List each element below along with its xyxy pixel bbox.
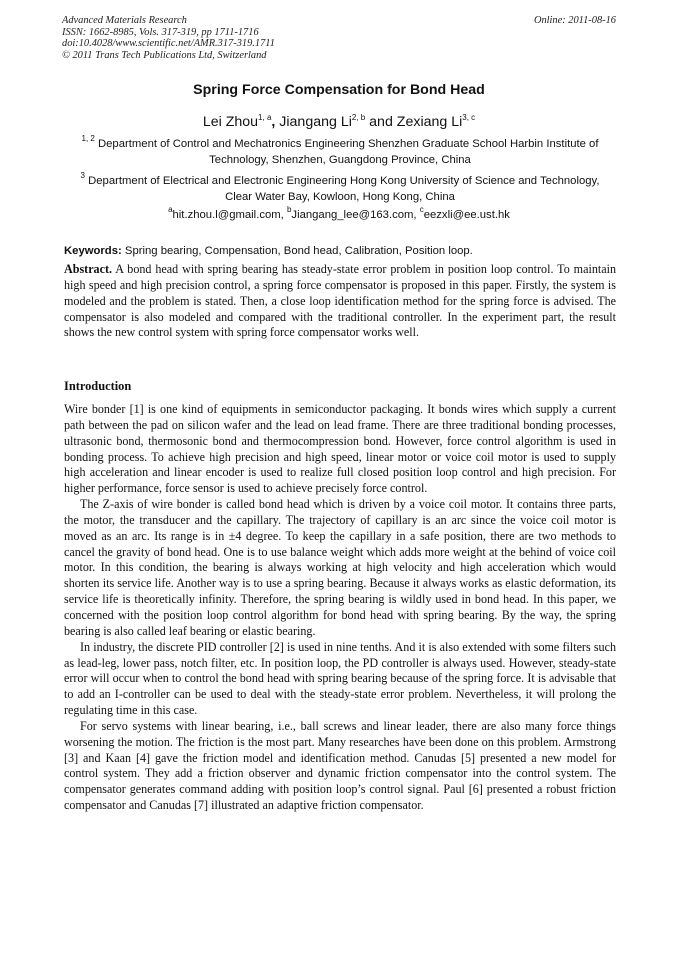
affiliation-text: Department of Control and Mechatronics Engineering Shenzhen Graduate School Harbin Institute of Technology, Shenzhen, Guangdong Province, China <box>97 138 599 166</box>
affiliation-superscript: 3 <box>80 171 85 180</box>
email-line <box>0 205 678 221</box>
abstract-label: Abstract. <box>64 262 113 276</box>
keywords <box>64 245 616 257</box>
abstract <box>64 262 616 341</box>
author-line <box>0 114 678 130</box>
paragraph: Wire bonder [1] is one kind of equipments in semiconductor packaging. It bonds wires which supply a current path between the pad on silicon wafer and the lead on lead frame. There are three traditional bonding processes, ultrasonic bond, thermosonic bond and thermocompression bond. However, force control algorithm is used in bonding process. To achieve high precision and high speed, linear motor or voice coil motor is used to supply high acceleration and linear encoder is used to realize full closed position loop control and high precision. For higher performance, force sensor is used to achieve precisely force control. <box>64 402 616 496</box>
journal-header <box>62 15 618 61</box>
author-superscript: 2, b <box>351 113 366 122</box>
section-body <box>64 402 616 814</box>
affiliation-text: Department of Electrical and Electronic Engineering Hong Kong University of Science and Technology, Clear Water Bay, Kowloon, Hong Kong, China <box>88 175 600 203</box>
email-superscript: a <box>168 205 173 214</box>
affiliation <box>66 134 614 168</box>
abstract-text: A bond head with spring bearing has steady-state error problem in position loop control. To maintain high speed and high precision control, a spring force compensator is proposed in this paper. Firstly, the system is modeled and the problem is stated. Then, a close loop identification method for the spring force is advised. The compensator is also modeled and compared with the traditional controller. In the experiment part, the result shows the new control system with spring force compensator works well. <box>64 262 617 340</box>
online-date: Online: 2011-08-16 <box>533 15 616 26</box>
email-link[interactable]: eezxli@ee.ust.hk <box>423 209 510 221</box>
paper-title: Spring Force Compensation for Bond Head <box>193 82 485 98</box>
copyright-line: © 2011 Trans Tech Publications Ltd, Switzerland <box>62 49 267 61</box>
email-superscript: c <box>419 205 424 214</box>
journal-name: Advanced Materials Research <box>62 15 187 26</box>
issn-line: ISSN: 1662-8985, Vols. 317-319, pp 1711-1716 <box>62 26 259 38</box>
paragraph: The Z-axis of wire bonder is called bond head which is driven by a voice coil motor. It contains three parts, the motor, the transducer and the capillary. The trajectory of capillary is an arc since the voice coil motor is moved as an arc. Its range is in ±4 degree. To keep the capillary in a safe position, there are two methods to cancel the gravity of bond head. One is to use balance weight which adds more weight at the behind of voice coil motor. In this condition, the bearing is always working at high velocity and high acceleration which would shorten its service life. Another way is to use a spring bearing. Because it always works as elastic deformation, its service life is theoretically infinity. Therefore, the spring bearing is wildly used in bond head. In this paper, we concerned with the position loop control algorithm for bond head with spring bearing. By the way, the spring bearing is also called leaf bearing or elastic bearing. <box>64 497 616 638</box>
section-heading: Introduction <box>64 379 132 393</box>
author-superscript: 3, c <box>462 113 476 122</box>
affiliation <box>66 171 614 205</box>
keywords-text: Spring bearing, Compensation, Bond head, Calibration, Position loop. <box>124 245 473 257</box>
paragraph: In industry, the discrete PID controller [2] is used in nine tenths. And it is also extended with some filters such as lead-leg, lower pass, notch filter, etc. In position loop, the PD controller is always used. However, steady-state error will occur when to control the bond head with spring bearing because of the spring force. It is advisable that to add an I-controller can be used to deal with the steady-state error problem. Nevertheless, it will prolong the regulating time in this case. <box>64 639 616 718</box>
author-conjunction: and <box>369 114 393 130</box>
email-link[interactable]: Jiangang_lee@163.com, <box>291 209 417 221</box>
keywords-label: Keywords: <box>64 245 122 257</box>
author-name: Jiangang Li <box>279 114 352 130</box>
affiliation-superscript: 1, 2 <box>81 134 95 143</box>
author-superscript: 1, a <box>258 113 272 122</box>
paragraph: For servo systems with linear bearing, i.e., ball screws and linear leader, there are also many force things worsening the motion. The friction is the most part. Many researches have been done on this problem. Armstrong [3] and Kaan [4] gave the friction model and identification method. Canudas [5] presented a new model for control system. They add a friction observer and dynamic friction compensator into the control system. The compensator generates command adding with position loop’s control signal. Paul [6] presented a robust friction compensator and Canudas [7] illustrated an adaptive friction compensator. <box>64 718 616 813</box>
email-superscript: b <box>286 205 292 214</box>
author-separator: , <box>271 114 276 130</box>
author-name: Lei Zhou <box>202 114 259 130</box>
author-name: Zexiang Li <box>396 114 463 130</box>
email-link[interactable]: hit.zhou.l@gmail.com, <box>172 209 284 221</box>
doi-line: doi:10.4028/www.scientific.net/AMR.317-319.1711 <box>62 38 275 50</box>
